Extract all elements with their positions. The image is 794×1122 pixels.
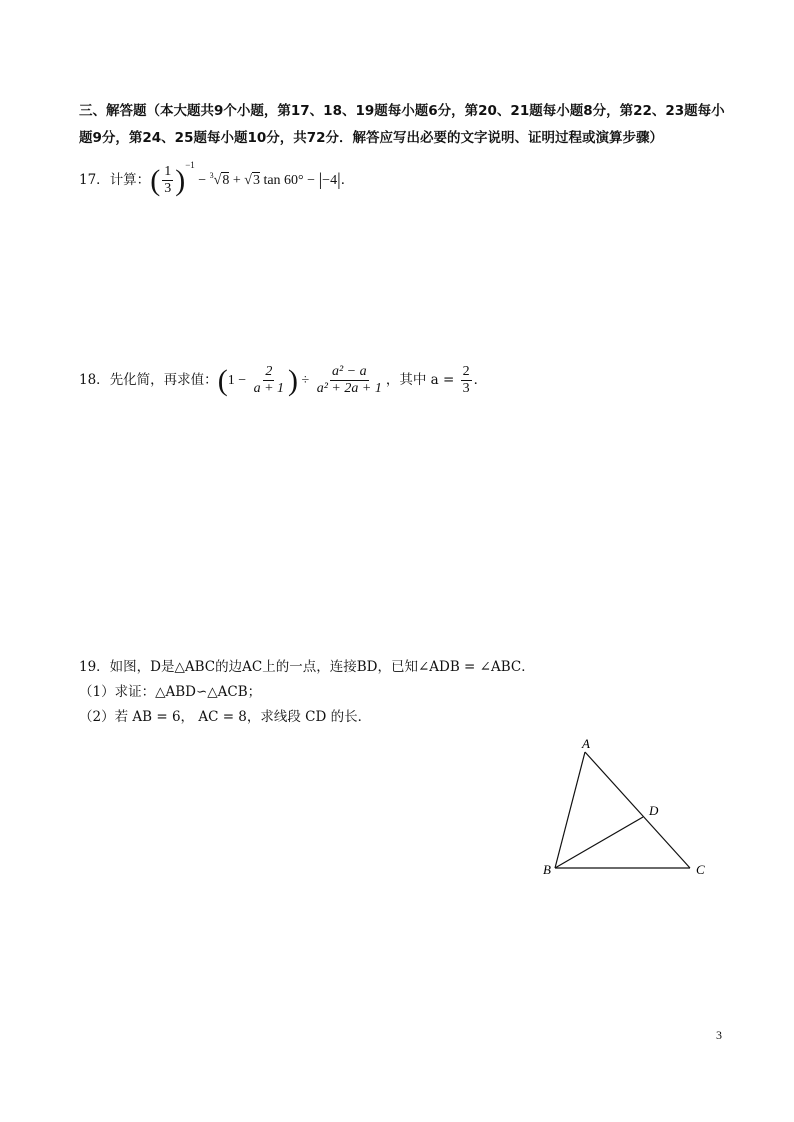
math-expression: ( $\frac{1}{3}$ )$^{-1}$ − $^3$√8 + √3 tan 60° − |−4| xyxy=(150,160,341,197)
question-19-part-1: （1）求证：△ABD∽△ACB； xyxy=(79,684,262,700)
question-19-line-1: 19．如图，D是△ABC的边AC上的一点，连接BD，已知∠ADB = ∠ABC． xyxy=(79,659,535,675)
question-prompt: 计算： xyxy=(109,172,151,188)
root-index: 3 xyxy=(209,171,214,180)
side-AC xyxy=(585,752,690,868)
math-expression: (1 − $\frac{2}{a + 1}$ ) ÷ $\frac{\text{a² − a}}{\text{a² + 2a + 1}}$ xyxy=(217,363,382,397)
fraction-2-over-a-plus-1: $\frac{2}{a + 1}$ xyxy=(253,364,285,397)
fraction-a-squared: $\frac{\text{a² − a}}{\text{a² + 2a + 1}}$ xyxy=(316,364,382,397)
sqrt-radicand: 3 xyxy=(252,173,260,188)
cube-root-radicand: 8 xyxy=(222,173,230,188)
fraction-one-third: $\frac{1}{3}$ xyxy=(164,164,172,197)
absolute-value: −4 xyxy=(322,173,338,188)
question-17: 17．计算：( $\frac{1}{3}$ )$^{-1}$ − $^3$√8 + √3 tan 60° − |−4|． xyxy=(79,160,355,197)
section-header: 三、解答题（本大题共9个小题，第17、18、19题每小题6分，第20、21题每小题8分，第22、23题每小题9分，第24、25题每小题10分，共72分．解答应写出必要的文字说明、证明过程或演算步骤） xyxy=(79,103,725,146)
segment-BD xyxy=(555,817,643,868)
vertex-label-A: A xyxy=(582,736,590,751)
point-label-D: D xyxy=(649,803,659,818)
condition: ，其中 a = xyxy=(385,372,459,388)
side-AB xyxy=(555,752,585,868)
exponent: −1 xyxy=(185,160,195,170)
question-number: 18． xyxy=(79,372,110,388)
page-number: 3 xyxy=(716,1028,722,1042)
triangle-figure xyxy=(530,730,720,880)
question-prompt: 先化简，再求值： xyxy=(109,372,218,388)
question-18: 18．先化简，再求值：(1 − $\frac{2}{a + 1}$ ) ÷ $\frac{\text{a² − a}}{\text{a² + 2a + 1}}$ ，其中 a = $\frac{2}{3}$ ． xyxy=(79,363,488,397)
vertex-label-C: C xyxy=(696,862,705,877)
question-19-part-2: （2）若 AB = 6， AC = 8，求线段 CD 的长． xyxy=(79,709,372,725)
question-number: 17． xyxy=(79,172,110,188)
fraction-two-thirds: $\frac{2}{3}$ xyxy=(462,364,470,396)
vertex-label-B: B xyxy=(543,862,551,877)
